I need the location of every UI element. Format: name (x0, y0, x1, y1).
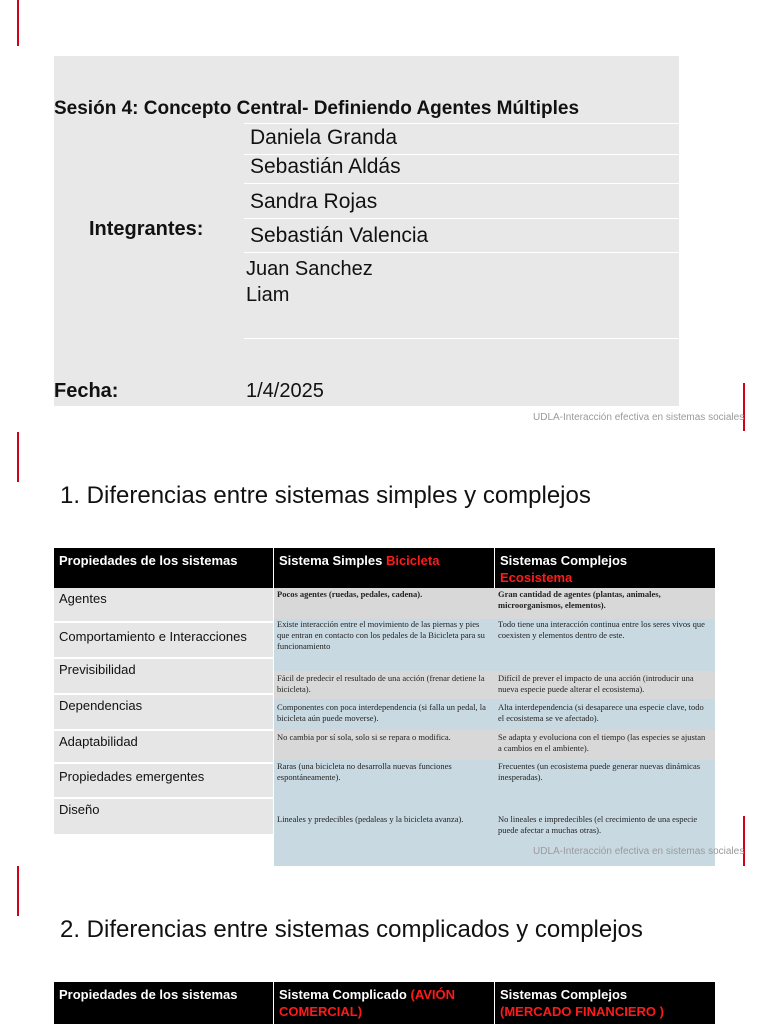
row-label: Adaptabilidad (54, 731, 273, 762)
integrantes-label: Integrantes: (89, 218, 204, 240)
slide-edge-mark (17, 866, 19, 916)
slide-edge-mark (17, 432, 19, 482)
table-header-complex (495, 548, 715, 588)
table-cell: Lineales y predecibles (pedaleas y la bicicleta avanza). (277, 814, 464, 824)
slide-footer: UDLA-Interacción efectiva en sistemas sociales (533, 846, 745, 857)
table-cell: Difícil de prever el impacto de una acción (introducir una nueva especie puede alterar el ecosistema). (498, 673, 694, 694)
table-cell: Raras (una bicicleta no desarrolla nuevas funciones espontáneamente). (277, 761, 452, 782)
header-text: Sistemas Complejos (500, 553, 628, 568)
header-text: Sistemas Complejos (500, 987, 628, 1002)
header-text: Sistema Simples (279, 553, 386, 568)
table-cell: Frecuentes (un ecosistema puede generar nuevas dinámicas inesperadas). (498, 761, 701, 782)
member-name: Juan Sanchez (246, 258, 373, 280)
table-cell: Componentes con poca interdependencia (si falla un pedal, la bicicleta aún puede moverse). (277, 702, 486, 723)
table-cell: Alta interdependencia (si desaparece una especie clave, todo el ecosistema se ve afectado). (498, 702, 704, 723)
member-name: Daniela Granda (244, 123, 679, 154)
header-highlight: Ecosistema (500, 570, 573, 585)
member-name-group (244, 252, 679, 338)
table-header-properties (54, 982, 273, 1024)
slide-edge-mark (17, 0, 19, 46)
table-cell: Gran cantidad de agentes (plantas, animales, microorganismos, elementos). (498, 589, 661, 610)
table-cell: Todo tiene una interacción continua entre los seres vivos que coexisten y elementos dentro de este. (498, 619, 705, 640)
fecha-value: 1/4/2025 (246, 380, 324, 402)
row-label: Previsibilidad (54, 659, 273, 693)
session-title: Sesión 4: Concepto Central- Definiendo Agentes Múltiples (54, 98, 580, 119)
header-highlight: Bicicleta (385, 553, 440, 568)
member-name: Sebastián Valencia (244, 218, 679, 252)
table-header-properties (54, 548, 273, 588)
slide-footer: UDLA-Interacción efectiva en sistemas sociales (533, 412, 745, 423)
row-label: Comportamiento e Interacciones (54, 623, 273, 657)
member-name: Sebastián Aldás (244, 154, 679, 183)
row-label: Diseño (54, 799, 273, 834)
member-name: Sandra Rojas (244, 183, 679, 218)
table-header-complicated (274, 982, 494, 1024)
table-cell: Se adapta y evoluciona con el tiempo (las especies se ajustan a cambios en el ambiente). (498, 732, 706, 753)
row-label: Propiedades emergentes (54, 764, 273, 797)
table-cell: No cambia por sí sola, solo si se repara o modifica. (277, 732, 451, 742)
row-label: Dependencias (54, 695, 273, 729)
table-cell: Fácil de predecir el resultado de una acción (frenar detiene la bicicleta). (277, 673, 485, 694)
fecha-label: Fecha: (54, 380, 119, 402)
section-heading: 1. Diferencias entre sistemas simples y complejos (60, 482, 591, 509)
slide-edge-mark (743, 383, 745, 431)
header-text: Sistema Complicado (279, 987, 411, 1002)
table-cell: Existe interacción entre el movimiento de las piernas y pies que entran en contacto con los pedales de la Bicicleta para su funcionamiento (277, 619, 485, 651)
row-label: Agentes (54, 588, 273, 621)
header-text: Propiedades de los sistemas (59, 553, 238, 568)
header-highlight: (MERCADO FINANCIERO ) (500, 1004, 664, 1019)
table-header-complex (495, 982, 715, 1024)
table-cell: No lineales e impredecibles (el crecimiento de una especie puede afectar a muchas otras). (498, 814, 698, 835)
member-name: Liam (246, 284, 290, 306)
header-highlight: (AVIÓN COMERCIAL) (279, 987, 456, 1019)
section-heading: 2. Diferencias entre sistemas complicados y complejos (60, 916, 643, 943)
slide-edge-mark (743, 816, 745, 866)
header-text: Propiedades de los sistemas (59, 987, 238, 1002)
table-cell: Pocos agentes (ruedas, pedales, cadena). (277, 589, 423, 599)
table-header-simple (274, 548, 494, 588)
